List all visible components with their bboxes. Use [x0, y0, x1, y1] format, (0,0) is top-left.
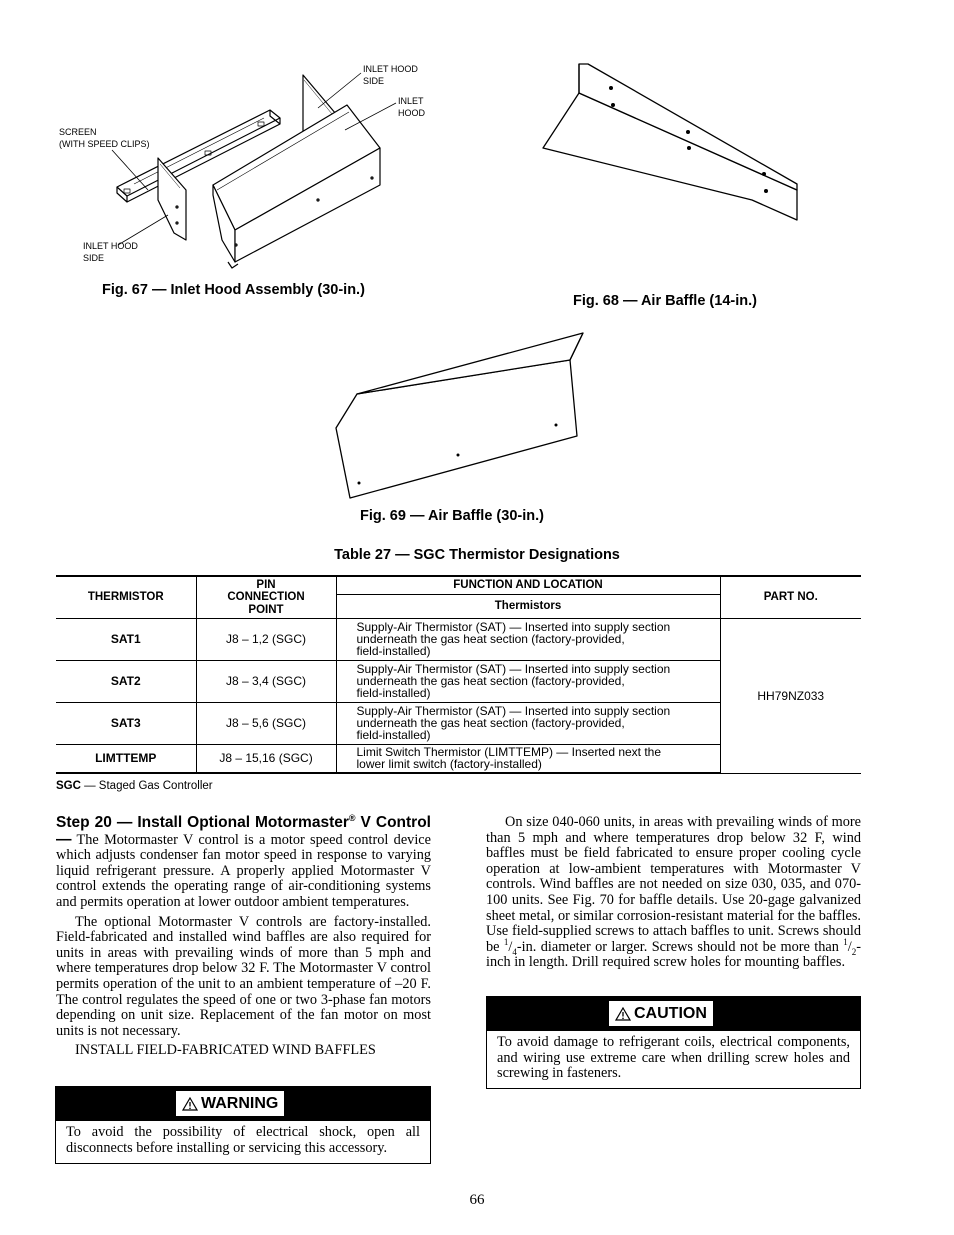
header-pin-connection-point	[196, 576, 336, 618]
function-location	[336, 702, 720, 744]
header-part-no: PART NO.	[720, 576, 861, 618]
function-line: underneath the gas heat section (factory-provided,	[356, 674, 625, 688]
step-title-end: V Control —	[56, 814, 431, 848]
air-baffle-30in-drawing	[330, 330, 590, 505]
paragraph-text: On size 040-060 units, in areas with prevailing winds of more than 5 mph and where temperatures drop below 32 F, wind baffles must be field fabricated to ensure proper cooling cycle operation at low-ambient temperatures with Motormaster V controls. Wind baffles are not needed on size 030, 035, and 070-100 units. See Fig. 70 for baffle details. Use 20-gage galvanized sheet metal, or similar corrosion-resistant material for the baffles. Use field-supplied screws to attach baffles to unit. Screws should be	[486, 814, 861, 955]
function-line: underneath the gas heat section (factory-provided,	[356, 716, 625, 730]
warning-box	[55, 1086, 431, 1164]
thermistor-name: SAT3	[56, 702, 196, 744]
callout-screen	[59, 126, 150, 150]
right-column	[486, 815, 861, 975]
caution-header	[487, 997, 860, 1031]
thermistor-name: SAT1	[56, 618, 196, 660]
header-thermistors-sub: Thermistors	[336, 594, 720, 618]
callout-line: INLET HOOD	[83, 241, 138, 251]
step-title: Step 20 — Install Optional Motormaster	[56, 814, 349, 831]
function-line: Supply-Air Thermistor (SAT) — Inserted into supply section	[356, 620, 671, 634]
header-function-location: FUNCTION AND LOCATION	[336, 576, 720, 594]
callout-line: SCREEN	[59, 127, 97, 137]
step-20-paragraph	[56, 812, 431, 911]
caution-triangle-icon	[615, 1007, 631, 1021]
header-line: CONNECTION	[227, 591, 305, 603]
header-line: POINT	[248, 603, 284, 616]
paragraph-text: -in. diameter or larger. Screws should not be more than	[516, 938, 844, 955]
table-legend	[56, 780, 213, 792]
callout-line: (WITH SPEED CLIPS)	[59, 139, 150, 149]
function-line: Supply-Air Thermistor (SAT) — Inserted into supply section	[356, 662, 671, 676]
caution-text: To avoid damage to refrigerant coils, electrical components, and wiring use extreme care when drilling screw holes and screwing in fasteners.	[497, 1034, 850, 1082]
callout-line: INLET HOOD	[363, 64, 418, 74]
fraction-numerator: 1	[843, 936, 848, 947]
function-location	[336, 618, 720, 660]
registered-mark: ®	[348, 812, 356, 823]
wind-baffle-paragraph: On size 040-060 units, in areas with prevailing winds of more than 5 mph and where temperatures drop below 32 F, wind baffles must be field fabricated to ensure proper cooling cycle operation at low-ambient temperatures with Motormaster V controls. Wind baffles are not needed on size 030, 035, and 070-100 units. See Fig. 70 for baffle details. Use 20-gage galvanized sheet metal, or similar corrosion-resistant material for the baffles. Use field-supplied screws to attach baffles to unit. Screws should be $^1/_4-in$. diameter or larger. Screws should not be more than $^1/_2$-inch in length. Drill required screw holes for mounting baffles.	[486, 814, 861, 971]
function-line: Supply-Air Thermistor (SAT) — Inserted into supply section	[356, 704, 671, 718]
function-location	[336, 660, 720, 702]
step-body: The Motormaster V control is a motor speed control device which adjusts condenser fan motor speed in response to varying liquid refrigerant pressure. A properly applied Motormaster V control extends the operating range of air-conditioning systems and permits operation at lower outdoor ambient temperatures.	[56, 831, 431, 910]
callout-inlet-hood	[398, 95, 425, 119]
callout-inlet-hood-side-bottom	[83, 240, 138, 264]
table-row	[56, 618, 861, 660]
function-location	[336, 744, 720, 773]
callout-line: SIDE	[363, 76, 385, 86]
pin-connection: J8 – 3,4 (SGC)	[196, 660, 336, 702]
warning-label-text: WARNING	[201, 1095, 279, 1112]
function-line: field-installed)	[356, 644, 431, 658]
wind-baffles-heading: INSTALL FIELD-FABRICATED WIND BAFFLES	[75, 1042, 376, 1059]
caution-label	[609, 1001, 713, 1026]
thermistor-name: SAT2	[56, 660, 196, 702]
function-line: field-installed)	[356, 728, 431, 742]
warning-triangle-icon	[182, 1097, 198, 1111]
legend-text: — Staged Gas Controller	[80, 780, 213, 792]
air-baffle-14in-drawing	[540, 58, 810, 228]
warning-text: To avoid the possibility of electrical shock, open all disconnects before installing or servicing this accessory.	[66, 1124, 420, 1156]
thermistor-name: LIMTTEMP	[56, 744, 196, 773]
thermistor-table	[56, 575, 861, 774]
function-line: field-installed)	[356, 686, 431, 700]
pin-connection: J8 – 15,16 (SGC)	[196, 744, 336, 773]
warning-label	[176, 1091, 284, 1116]
paragraph-text: -inch in length. Drill required screw holes for mounting baffles.	[486, 938, 861, 971]
callout-line: SIDE	[83, 253, 105, 263]
table-title: Table 27 — SGC Thermistor Designations	[334, 547, 620, 563]
part-number: HH79NZ033	[720, 618, 861, 773]
page-number: 66	[469, 1192, 485, 1208]
warning-header	[56, 1087, 430, 1121]
fraction-numerator: 1	[503, 936, 509, 947]
callout-line: HOOD	[398, 108, 425, 118]
pin-connection: J8 – 5,6 (SGC)	[196, 702, 336, 744]
function-line: underneath the gas heat section (factory-provided,	[356, 632, 625, 646]
fraction-denominator: 4	[512, 946, 517, 957]
caution-label-text: CAUTION	[634, 1005, 707, 1022]
legend-abbreviation: SGC	[56, 780, 81, 792]
fig69-caption: Fig. 69 — Air Baffle (30-in.)	[360, 508, 544, 524]
pin-connection: J8 – 1,2 (SGC)	[196, 618, 336, 660]
fig67-caption: Fig. 67 — Inlet Hood Assembly (30-in.)	[102, 282, 365, 298]
caution-box	[486, 996, 861, 1089]
callout-line: INLET	[398, 96, 424, 106]
fraction-denominator: 2	[851, 946, 857, 957]
header-line: PIN	[256, 578, 276, 591]
fig68-caption: Fig. 68 — Air Baffle (14-in.)	[573, 293, 757, 309]
function-line: lower limit switch (factory-installed)	[356, 757, 542, 772]
motormaster-paragraph: The optional Motormaster V controls are factory-installed. Field-fabricated and installed wind baffles are also required for units in areas with prevailing winds of more than 5 mph and where temperatures drop below 32 F. The Motormaster V control permits operation of the unit to an ambient temperature of –20 F. The control regulates the speed of one or two 3-phase fan motors depending on unit size. Replacement of the fan motor on most units is not necessary.	[56, 913, 431, 1039]
left-column	[56, 812, 431, 1063]
inlet-hood-assembly-drawing	[100, 60, 400, 280]
header-thermistor: THERMISTOR	[56, 576, 196, 618]
callout-inlet-hood-side-top	[363, 63, 418, 87]
function-line: Limit Switch Thermistor (LIMTTEMP) — Inserted next the	[356, 745, 662, 760]
